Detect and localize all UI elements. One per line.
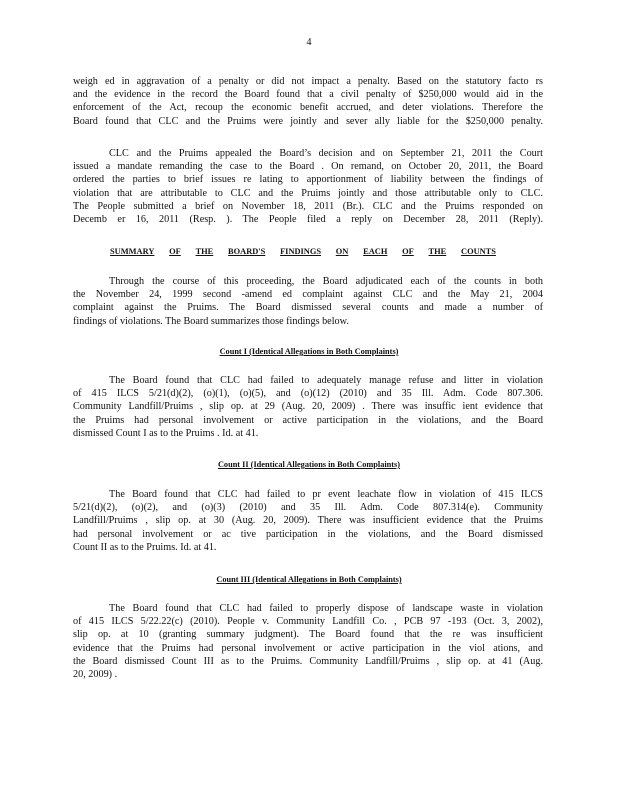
paragraph-count-1 bbox=[73, 374, 543, 440]
heading-word: EACH bbox=[363, 247, 388, 256]
count-2-heading bbox=[0, 460, 618, 469]
heading-word: ON bbox=[335, 247, 349, 256]
text-line: enforcement of the Act, recoup the economic benefit accrued, and deter violations. Therefore the bbox=[73, 102, 543, 114]
text-line: Board found that CLC and the Pruims were jointly and sever ally liable for the $250,000 penalty. bbox=[73, 115, 543, 127]
heading-word: BOARD'S bbox=[228, 247, 266, 256]
text-line: complaint against the Pruims. The Board dismissed several counts and made a number of bbox=[73, 302, 543, 314]
text-line: weigh ed in aggravation of a penalty or did not impact a penalty. Based on the statutory facto rs bbox=[73, 76, 543, 87]
heading-word: FINDINGS bbox=[280, 247, 322, 256]
text-line: the Board dismissed Count III as to the Pruims. Community Landfill/Pruims , slip op. at 41 (Aug. bbox=[73, 655, 543, 667]
heading-word: OF bbox=[169, 247, 181, 256]
page-number: 4 bbox=[306, 37, 312, 48]
text-line: of 415 ILCS 5/22.22(c) (2010). People v. Community Landfill Co. , PCB 97 -193 (Oct. 3, 2002), bbox=[73, 616, 543, 628]
text-line: the November 24, 1999 second -amend ed complaint against CLC and the May 21, 2004 bbox=[73, 289, 543, 301]
text-line: The People submitted a brief on November 18, 2011 (Br.). CLC and the Pruims responded on bbox=[73, 200, 543, 212]
text-line: the Pruims had personal involvement or active participation in the violations, and the Board bbox=[73, 414, 543, 426]
text-line: Community Landfill/Pruims , slip op. at 29 (Aug. 20, 2009) . There was insuffic ient evidence that bbox=[73, 401, 543, 413]
text-line: Through the course of this proceeding, the Board adjudicated each of the counts in both bbox=[109, 276, 543, 287]
paragraph-penalty-conclusion bbox=[73, 75, 543, 128]
text-line: Decemb er 16, 2011 (Resp. ). The People filed a reply on December 28, 2011 (Reply). bbox=[73, 214, 543, 226]
text-line: and the evidence in the record the Board found that a civil penalty of $250,000 would aid in the bbox=[73, 89, 543, 101]
text-line: issued a mandate remanding the case to the Board . On remand, on October 20, 2011, the Board bbox=[73, 161, 543, 173]
count-1-heading-text: Count I (Identical Allegations in Both Complaints) bbox=[219, 347, 399, 356]
paragraph-count-2 bbox=[73, 488, 543, 554]
heading-word: THE bbox=[195, 247, 214, 256]
text-line: dismissed Count I as to the Pruims . Id. at 41. bbox=[73, 427, 259, 439]
heading-word: COUNTS bbox=[461, 247, 496, 256]
text-line: Count II as to the Pruims. Id. at 41. bbox=[73, 541, 217, 553]
text-line: of 415 ILCS 5/21(d)(2), (o)(1), (o)(5), and (o)(12) (2010) and 35 Ill. Adm. Code 807.306. bbox=[73, 388, 543, 400]
paragraph-summary-intro bbox=[73, 275, 543, 328]
text-line: findings of violations. The Board summarizes those findings below. bbox=[73, 315, 349, 327]
count-1-heading bbox=[0, 347, 618, 356]
text-line: The Board found that CLC had failed to properly dispose of landscape waste in violation bbox=[109, 603, 543, 614]
count-3-heading-text: Count III (Identical Allegations in Both Complaints) bbox=[216, 575, 402, 584]
text-line: violation that are attributable to CLC and the Pruims jointly and those attributable only to CLC. bbox=[73, 187, 543, 199]
text-line: Landfill/Pruims , slip op. at 30 (Aug. 20, 2009). There was insufficient evidence that the Pruims bbox=[73, 515, 543, 527]
text-line: had personal involvement or ac tive participation in the violations, and the Board dismissed bbox=[73, 528, 543, 540]
heading-word: SUMMARY bbox=[110, 247, 155, 256]
text-line: 5/21(d)(2), (o)(2), and (o)(3) (2010) and 35 Ill. Adm. Code 807.314(e). Community bbox=[73, 502, 543, 514]
heading-word: THE bbox=[428, 247, 447, 256]
text-line: The Board found that CLC had failed to adequately manage refuse and litter in violation bbox=[109, 375, 543, 386]
count-2-heading-text: Count II (Identical Allegations in Both Complaints) bbox=[217, 460, 401, 469]
text-line: The Board found that CLC had failed to pr event leachate flow in violation of 415 ILCS bbox=[109, 489, 543, 500]
paragraph-appeal-remand bbox=[73, 147, 543, 226]
summary-heading bbox=[110, 247, 496, 256]
text-line: 20, 2009) . bbox=[73, 669, 118, 681]
text-line: ordered the parties to brief issues re lating to apportionment of liability between the findings of bbox=[73, 174, 543, 186]
count-3-heading bbox=[0, 575, 618, 584]
text-line: slip op. at 10 (granting summary judgment). The Board found that the re was insufficient bbox=[73, 629, 543, 641]
text-line: CLC and the Pruims appealed the Board’s decision and on September 21, 2011 the Court bbox=[109, 148, 543, 159]
paragraph-count-3 bbox=[73, 602, 543, 681]
heading-word: OF bbox=[402, 247, 414, 256]
text-line: evidence that the Pruims had personal involvement or active participation in the viol ations, and bbox=[73, 642, 543, 654]
